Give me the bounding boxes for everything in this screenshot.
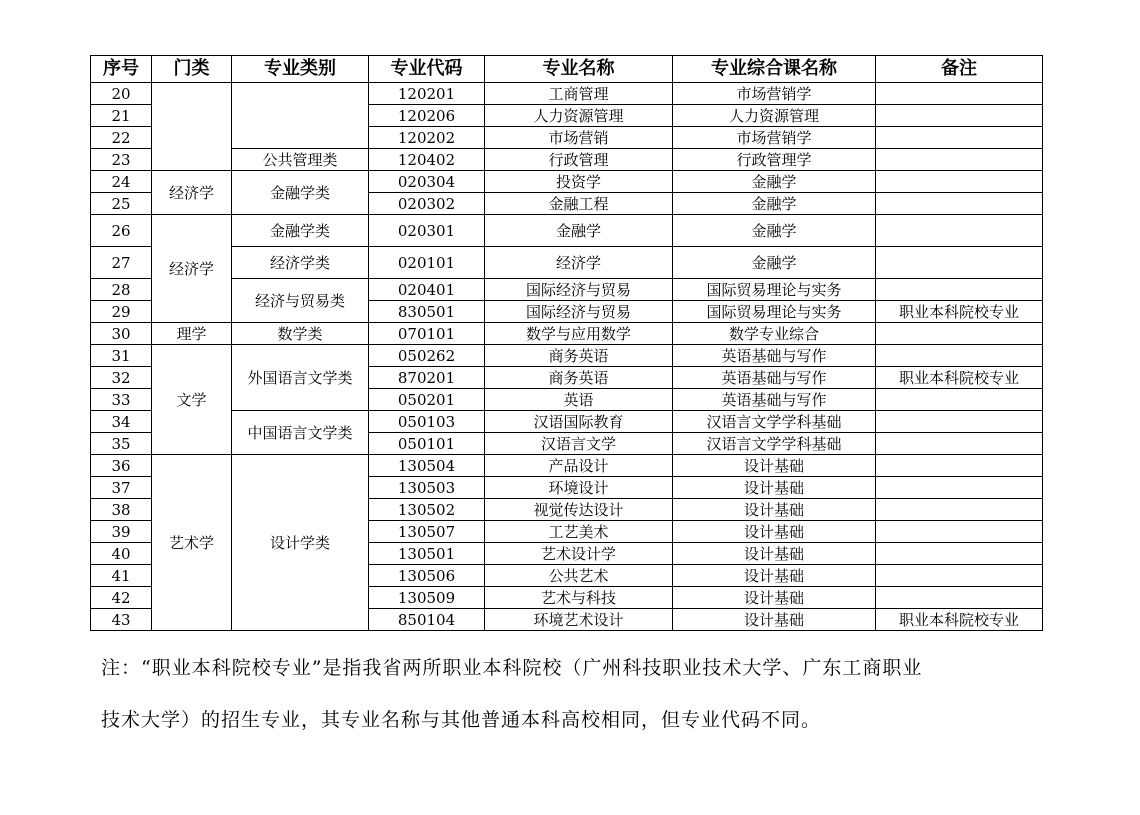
cell-course-name: 金融学 [673, 193, 876, 215]
cell-major-name: 投资学 [485, 171, 673, 193]
cell-remark [876, 587, 1043, 609]
table-row [91, 215, 1043, 247]
cell-course-name: 设计基础 [673, 543, 876, 565]
cell-seq: 36 [91, 455, 152, 477]
cell-course-name: 设计基础 [673, 609, 876, 631]
cell-major-name: 商务英语 [485, 367, 673, 389]
cell-major-code: 050201 [369, 389, 485, 411]
cell-major-code: 130504 [369, 455, 485, 477]
cell-remark [876, 171, 1043, 193]
cell-major-class: 公共管理类 [232, 149, 369, 171]
cell-major-code: 020401 [369, 279, 485, 301]
cell-category: 艺术学 [152, 455, 232, 631]
cell-major-code: 130502 [369, 499, 485, 521]
table-row [91, 455, 1043, 477]
cell-major-code: 870201 [369, 367, 485, 389]
cell-seq: 35 [91, 433, 152, 455]
cell-remark [876, 477, 1043, 499]
cell-course-name: 金融学 [673, 171, 876, 193]
cell-major-name: 市场营销 [485, 127, 673, 149]
cell-category: 文学 [152, 345, 232, 455]
cell-remark [876, 149, 1043, 171]
cell-remark [876, 247, 1043, 279]
cell-major-name: 行政管理 [485, 149, 673, 171]
cell-course-name: 设计基础 [673, 499, 876, 521]
cell-major-name: 环境艺术设计 [485, 609, 673, 631]
cell-major-code: 020302 [369, 193, 485, 215]
cell-major-name: 商务英语 [485, 345, 673, 367]
cell-major-name: 艺术与科技 [485, 587, 673, 609]
cell-major-name: 人力资源管理 [485, 105, 673, 127]
cell-major-class: 金融学类 [232, 215, 369, 247]
table-row [91, 149, 1043, 171]
cell-seq: 20 [91, 83, 152, 105]
cell-seq: 25 [91, 193, 152, 215]
cell-seq: 30 [91, 323, 152, 345]
cell-category: 理学 [152, 323, 232, 345]
header-major-name: 专业名称 [485, 56, 673, 83]
cell-major-class: 设计学类 [232, 455, 369, 631]
cell-major-name: 国际经济与贸易 [485, 279, 673, 301]
table-row [91, 247, 1043, 279]
cell-major-name: 国际经济与贸易 [485, 301, 673, 323]
cell-major-code: 120202 [369, 127, 485, 149]
cell-major-code: 830501 [369, 301, 485, 323]
cell-course-name: 设计基础 [673, 521, 876, 543]
cell-seq: 37 [91, 477, 152, 499]
cell-remark [876, 345, 1043, 367]
cell-course-name: 市场营销学 [673, 127, 876, 149]
cell-seq: 40 [91, 543, 152, 565]
cell-major-class: 金融学类 [232, 171, 369, 215]
header-major-class: 专业类别 [232, 56, 369, 83]
cell-major-name: 汉语国际教育 [485, 411, 673, 433]
cell-remark [876, 105, 1043, 127]
cell-course-name: 市场营销学 [673, 83, 876, 105]
cell-seq: 28 [91, 279, 152, 301]
cell-seq: 23 [91, 149, 152, 171]
cell-major-name: 数学与应用数学 [485, 323, 673, 345]
cell-major-name: 经济学 [485, 247, 673, 279]
cell-major-class: 外国语言文学类 [232, 345, 369, 411]
cell-remark [876, 279, 1043, 301]
cell-major-class: 经济学类 [232, 247, 369, 279]
cell-major-name: 环境设计 [485, 477, 673, 499]
cell-course-name: 行政管理学 [673, 149, 876, 171]
cell-major-name: 产品设计 [485, 455, 673, 477]
table-row [91, 279, 1043, 301]
cell-major-code: 070101 [369, 323, 485, 345]
cell-remark [876, 455, 1043, 477]
table-row [91, 323, 1043, 345]
cell-seq: 39 [91, 521, 152, 543]
cell-seq: 41 [91, 565, 152, 587]
cell-seq: 24 [91, 171, 152, 193]
cell-remark [876, 565, 1043, 587]
cell-seq: 34 [91, 411, 152, 433]
cell-course-name: 设计基础 [673, 455, 876, 477]
cell-remark [876, 127, 1043, 149]
cell-remark [876, 543, 1043, 565]
cell-major-class: 数学类 [232, 323, 369, 345]
cell-course-name: 设计基础 [673, 565, 876, 587]
table-body [91, 83, 1043, 631]
cell-major-name: 艺术设计学 [485, 543, 673, 565]
header-major-code: 专业代码 [369, 56, 485, 83]
cell-seq: 43 [91, 609, 152, 631]
cell-major-name: 工商管理 [485, 83, 673, 105]
cell-major-class: 经济与贸易类 [232, 279, 369, 323]
cell-remark: 职业本科院校专业 [876, 609, 1043, 631]
cell-major-code: 020304 [369, 171, 485, 193]
cell-course-name: 英语基础与写作 [673, 367, 876, 389]
cell-major-class [232, 83, 369, 149]
cell-remark [876, 411, 1043, 433]
footnote-line-1: 注：“职业本科院校专业”是指我省两所职业本科院校（广州科技职业技术大学、广东工商职业 [101, 657, 923, 679]
cell-major-code: 050101 [369, 433, 485, 455]
cell-major-code: 050103 [369, 411, 485, 433]
cell-course-name: 汉语言文学学科基础 [673, 411, 876, 433]
cell-seq: 33 [91, 389, 152, 411]
header-course-name: 专业综合课名称 [673, 56, 876, 83]
cell-major-name: 工艺美术 [485, 521, 673, 543]
cell-seq: 21 [91, 105, 152, 127]
header-remark: 备注 [876, 56, 1043, 83]
cell-major-class: 中国语言文学类 [232, 411, 369, 455]
cell-remark [876, 193, 1043, 215]
cell-remark [876, 83, 1043, 105]
cell-major-name: 公共艺术 [485, 565, 673, 587]
cell-course-name: 金融学 [673, 247, 876, 279]
cell-major-name: 金融学 [485, 215, 673, 247]
cell-seq: 29 [91, 301, 152, 323]
cell-major-code: 850104 [369, 609, 485, 631]
cell-remark [876, 499, 1043, 521]
header-seq: 序号 [91, 56, 152, 83]
header-category: 门类 [152, 56, 232, 83]
cell-seq: 38 [91, 499, 152, 521]
cell-major-name: 英语 [485, 389, 673, 411]
cell-major-code: 130506 [369, 565, 485, 587]
cell-remark [876, 215, 1043, 247]
cell-major-name: 汉语言文学 [485, 433, 673, 455]
cell-remark [876, 433, 1043, 455]
cell-major-name: 金融工程 [485, 193, 673, 215]
cell-category [152, 83, 232, 171]
cell-remark: 职业本科院校专业 [876, 301, 1043, 323]
cell-seq: 31 [91, 345, 152, 367]
footnote-line-2: 技术大学）的招生专业，其专业名称与其他普通本科高校相同，但专业代码不同。 [101, 709, 822, 731]
cell-remark [876, 521, 1043, 543]
cell-course-name: 英语基础与写作 [673, 389, 876, 411]
table-row [91, 345, 1043, 367]
cell-course-name: 英语基础与写作 [673, 345, 876, 367]
cell-major-code: 130503 [369, 477, 485, 499]
cell-major-code: 120402 [369, 149, 485, 171]
cell-seq: 22 [91, 127, 152, 149]
cell-major-name: 视觉传达设计 [485, 499, 673, 521]
cell-major-code: 130509 [369, 587, 485, 609]
cell-remark [876, 323, 1043, 345]
cell-major-code: 130507 [369, 521, 485, 543]
table-header-row [91, 56, 1043, 83]
cell-course-name: 国际贸易理论与实务 [673, 301, 876, 323]
cell-major-code: 130501 [369, 543, 485, 565]
cell-category: 经济学 [152, 215, 232, 323]
cell-course-name: 设计基础 [673, 477, 876, 499]
cell-seq: 42 [91, 587, 152, 609]
cell-major-code: 120206 [369, 105, 485, 127]
cell-major-code: 120201 [369, 83, 485, 105]
table-row [91, 171, 1043, 193]
cell-course-name: 汉语言文学学科基础 [673, 433, 876, 455]
cell-remark: 职业本科院校专业 [876, 367, 1043, 389]
cell-course-name: 金融学 [673, 215, 876, 247]
cell-course-name: 人力资源管理 [673, 105, 876, 127]
cell-seq: 26 [91, 215, 152, 247]
cell-remark [876, 389, 1043, 411]
cell-category: 经济学 [152, 171, 232, 215]
table-row [91, 411, 1043, 433]
cell-major-code: 020301 [369, 215, 485, 247]
table-row [91, 83, 1043, 105]
cell-course-name: 数学专业综合 [673, 323, 876, 345]
cell-course-name: 设计基础 [673, 587, 876, 609]
cell-major-code: 020101 [369, 247, 485, 279]
cell-seq: 27 [91, 247, 152, 279]
cell-course-name: 国际贸易理论与实务 [673, 279, 876, 301]
cell-seq: 32 [91, 367, 152, 389]
majors-table [90, 55, 1043, 631]
cell-major-code: 050262 [369, 345, 485, 367]
